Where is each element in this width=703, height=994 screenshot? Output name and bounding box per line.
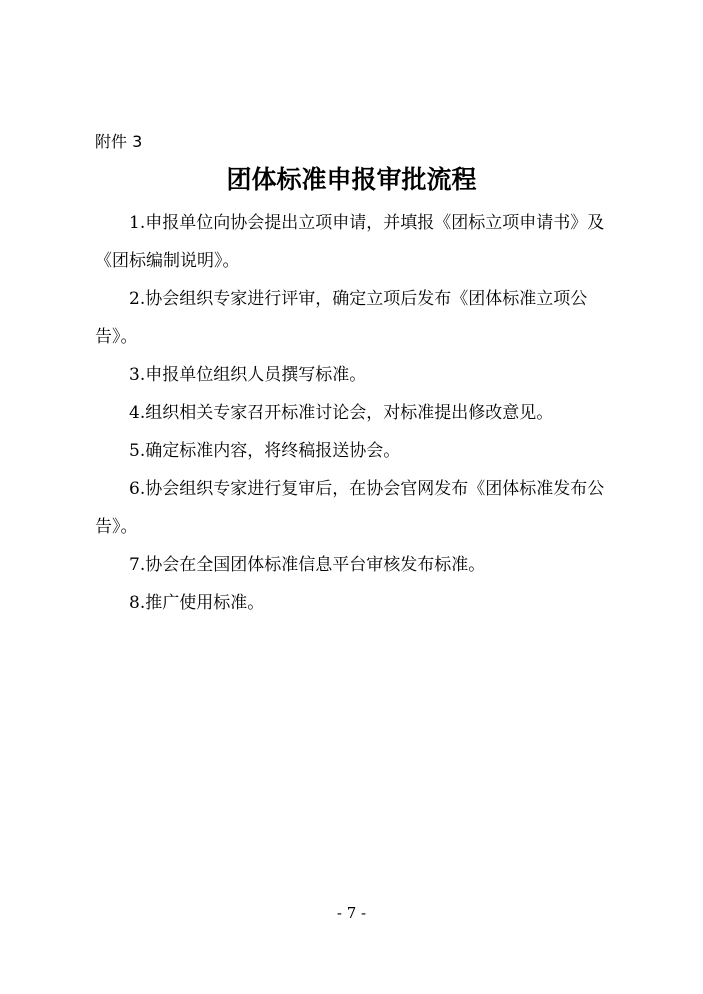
procedure-steps [95, 204, 615, 622]
step-8: 8.推广使用标准。 [129, 593, 265, 613]
page-number: - 7 - [336, 904, 367, 922]
attachment-label: 附件 3 [95, 132, 143, 151]
step-1: 1.申报单位向协会提出立项申请，并填报《团标立项申请书》及《团标编制说明》。 [95, 213, 605, 271]
step-3: 3.申报单位组织人员撰写标准。 [129, 365, 367, 385]
step-4: 4.组织相关专家召开标准讨论会，对标准提出修改意见。 [129, 403, 554, 423]
document-title: 团体标准申报审批流程 [226, 165, 477, 194]
step-7: 7.协会在全国团体标准信息平台审核发布标准。 [129, 555, 486, 575]
step-6: 6.协会组织专家进行复审后，在协会官网发布《团体标准发布公告》。 [95, 479, 605, 537]
step-2: 2.协会组织专家进行评审，确定立项后发布《团体标准立项公告》。 [95, 289, 588, 347]
step-5: 5.确定标准内容，将终稿报送协会。 [129, 441, 401, 461]
